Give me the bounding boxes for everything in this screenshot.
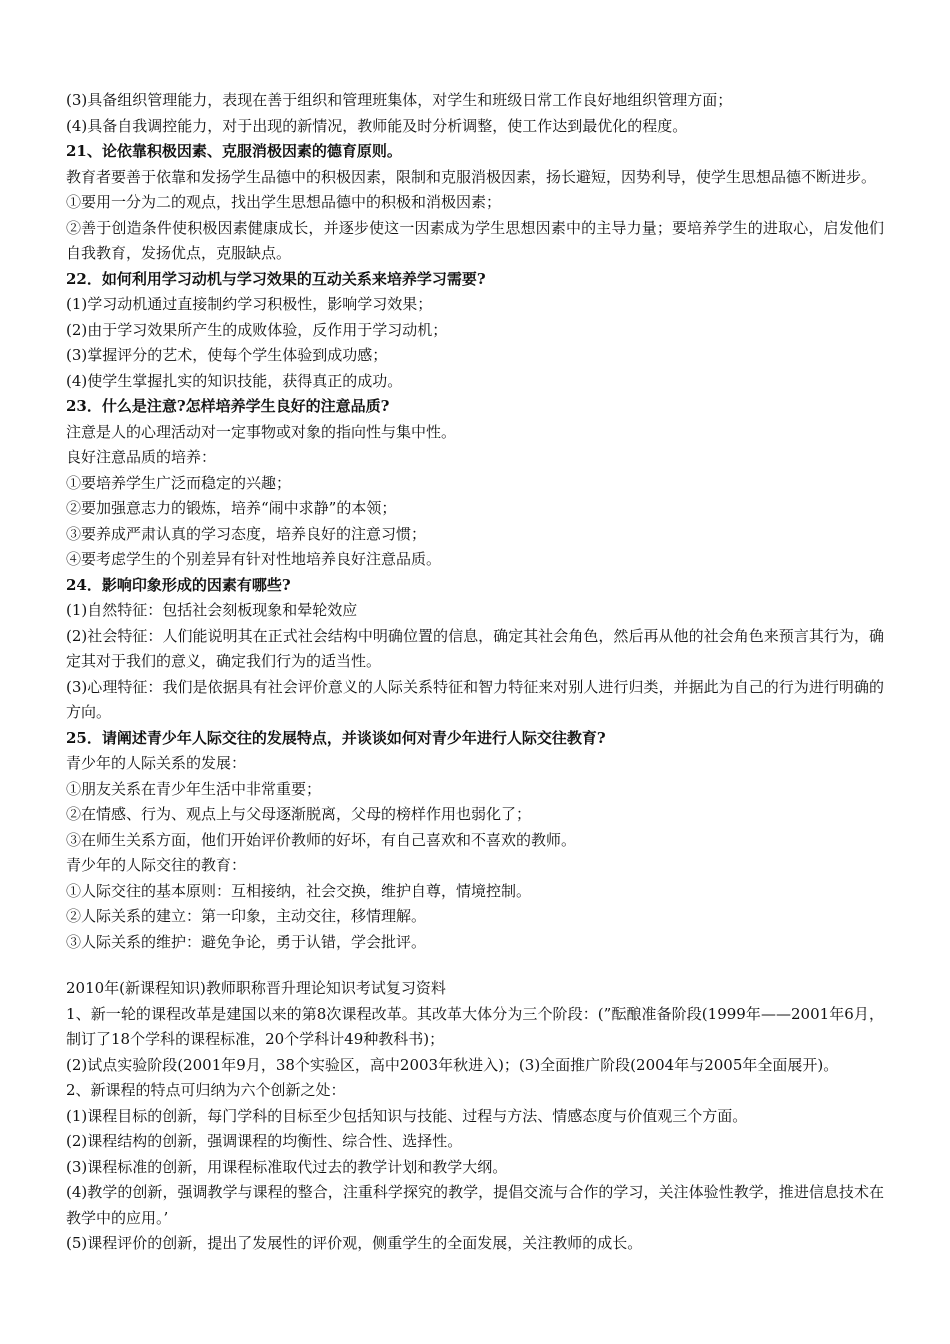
paragraph: 青少年的人际关系的发展： xyxy=(66,754,247,772)
question-heading: 23．什么是注意?怎样培养学生良好的注意品质? xyxy=(66,397,390,415)
paragraph: (4)具备自我调控能力，对于出现的新情况，教师能及时分析调整，使工作达到最优化的程度。 xyxy=(66,116,688,135)
paragraph: (3)具备组织管理能力，表现在善于组织和管理班集体，对学生和班级日常工作良好地组织管理方面； xyxy=(66,91,733,109)
paragraph: ③人际关系的维护：避免争论，勇于认错，学会批评。 xyxy=(66,932,427,951)
paragraph: 青少年的人际交往的教育： xyxy=(66,856,247,874)
paragraph: ②善于创造条件使积极因素健康成长，并逐步使这一因素成为学生思想因素中的主导力量；要培养学生的进取心，启发他们自我教育，发扬优点，克服缺点。 xyxy=(66,218,884,262)
paragraph: (1)课程目标的创新，每门学科的目标至少包括知识与技能、过程与方法、情感态度与价值观三个方面。 xyxy=(66,1106,748,1125)
paragraph: 教育者要善于依靠和发扬学生品德中的积极因素，限制和克服消极因素，扬长避短，因势利导，使学生思想品德不断进步。 xyxy=(66,167,877,186)
paragraph: ①朋友关系在青少年生活中非常重要； xyxy=(66,779,322,798)
paragraph: ②在情感、行为、观点上与父母逐渐脱离，父母的榜样作用也弱化了； xyxy=(66,805,532,823)
paragraph: (4)教学的创新，强调教学与课程的整合，注重科学探究的教学，提倡交流与合作的学习，关注体验性教学，推进信息技术在教学中的应用。’ xyxy=(66,1183,884,1227)
paragraph: (5)课程评价的创新，提出了发展性的评价观，侧重学生的全面发展，关注教师的成长。 xyxy=(66,1234,643,1252)
paragraph: ②人际关系的建立：第一印象，主动交往，移情理解。 xyxy=(66,907,427,925)
paragraph: 2、新课程的特点可归纳为六个创新之处： xyxy=(66,1081,346,1099)
paragraph: (2)社会特征：人们能说明其在正式社会结构中明确位置的信息，确定其社会角色，然后再从他的社会角色来预言其行为，确定其对于我们的意义，确定我们行为的适当性。 xyxy=(66,626,884,670)
paragraph: (3)心理特征：我们是依据具有社会评价意义的人际关系特征和智力特征来对别人进行归类，并据此为自己的行为进行明确的方向。 xyxy=(66,677,884,721)
paragraph: (3)掌握评分的艺术，使每个学生体验到成功感； xyxy=(66,346,388,364)
paragraph: (2)由于学习效果所产生的成败体验，反作用于学习动机； xyxy=(66,320,448,339)
paragraph: ④要考虑学生的个别差异有针对性地培养良好注意品质。 xyxy=(66,550,442,568)
paragraph: (1)自然特征：包括社会刻板现象和晕轮效应 xyxy=(66,601,358,619)
paragraph: (3)课程标准的创新，用课程标准取代过去的教学计划和教学大纲。 xyxy=(66,1157,508,1176)
paragraph: 良好注意品质的培养： xyxy=(66,448,217,466)
question-heading: 21、论依靠积极因素、克服消极因素的德育原则。 xyxy=(66,142,402,160)
paragraph: 2010年(新课程知识)教师职称晋升理论知识考试复习资料 xyxy=(66,979,446,997)
paragraph: ①人际交往的基本原则：互相接纳，社会交换，维护自尊，情境控制。 xyxy=(66,881,532,900)
paragraph: 1、新一轮的课程改革是建国以来的第8次课程改革。其改革大体分为三个阶段：(”酝酿准备阶段(1999年——2001年6月，制订了18个学科的课程标准，20个学科计49种教科书)； xyxy=(66,1004,884,1048)
document-page xyxy=(66,88,884,1257)
paragraph: ③要养成严肃认真的学习态度，培养良好的注意习惯； xyxy=(66,524,427,543)
paragraph: ①要用一分为二的观点，找出学生思想品德中的积极和消极因素； xyxy=(66,193,502,211)
paragraph: ③在师生关系方面，他们开始评价教师的好坏，有自己喜欢和不喜欢的教师。 xyxy=(66,830,577,849)
paragraph: (1)学习动机通过直接制约学习积极性，影响学习效果； xyxy=(66,295,433,313)
paragraph: (2)课程结构的创新，强调课程的均衡性、综合性、选择性。 xyxy=(66,1132,463,1150)
question-heading: 22．如何利用学习动机与学习效果的互动关系来培养学习需要? xyxy=(66,269,486,288)
paragraph: 注意是人的心理活动对一定事物或对象的指向性与集中性。 xyxy=(66,422,457,441)
paragraph: ①要培养学生广泛而稳定的兴趣； xyxy=(66,473,292,492)
paragraph: (4)使学生掌握扎实的知识技能，获得真正的成功。 xyxy=(66,371,403,390)
question-heading: 24．影响印象形成的因素有哪些? xyxy=(66,575,291,594)
section-spacer xyxy=(66,955,884,976)
question-heading: 25．请阐述青少年人际交往的发展特点，并谈谈如何对青少年进行人际交往教育? xyxy=(66,728,606,747)
paragraph: ②要加强意志力的锻炼，培养“闹中求静”的本领； xyxy=(66,499,397,517)
paragraph: (2)试点实验阶段(2001年9月，38个实验区，高中2003年秋进入)；(3)全面推广阶段(2004年与2005年全面展开)。 xyxy=(66,1055,839,1074)
